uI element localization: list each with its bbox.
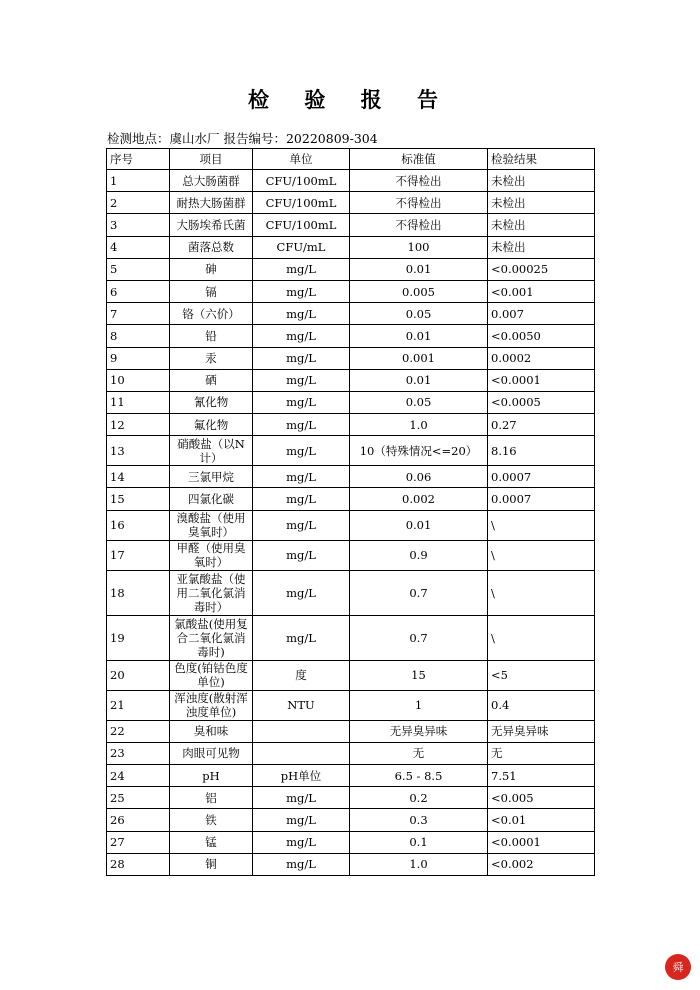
table-row — [107, 414, 595, 436]
cell-standard: 0.001 — [350, 347, 488, 369]
cell-index: 16 — [107, 510, 170, 540]
cell-index: 20 — [107, 660, 170, 690]
cell-unit — [253, 742, 350, 764]
cell-index: 28 — [107, 853, 170, 875]
cell-index: 8 — [107, 325, 170, 347]
cell-item: 氟化物 — [170, 414, 253, 436]
cell-item: 臭和味 — [170, 720, 253, 742]
cell-unit: mg/L — [253, 347, 350, 369]
table-row — [107, 325, 595, 347]
cell-result: 0.0002 — [488, 347, 595, 369]
cell-result: <0.00025 — [488, 258, 595, 280]
cell-standard: 不得检出 — [350, 192, 488, 214]
watermark-logo — [663, 952, 693, 982]
cell-unit: mg/L — [253, 540, 350, 570]
cell-result: <0.002 — [488, 853, 595, 875]
table-row — [107, 488, 595, 510]
cell-result: 8.16 — [488, 436, 595, 466]
cell-index: 2 — [107, 192, 170, 214]
header-item: 项目 — [170, 149, 253, 170]
cell-item: 汞 — [170, 347, 253, 369]
cell-index: 15 — [107, 488, 170, 510]
cell-index: 11 — [107, 391, 170, 413]
header-index: 序号 — [107, 149, 170, 170]
cell-result: 未检出 — [488, 236, 595, 258]
cell-unit: pH单位 — [253, 765, 350, 787]
cell-result: <5 — [488, 660, 595, 690]
cell-unit: mg/L — [253, 325, 350, 347]
cell-result: 无异臭异味 — [488, 720, 595, 742]
cell-index: 9 — [107, 347, 170, 369]
cell-unit: mg/L — [253, 391, 350, 413]
header-result: 检验结果 — [488, 149, 595, 170]
table-row — [107, 831, 595, 853]
cell-unit: mg/L — [253, 615, 350, 660]
cell-item: pH — [170, 765, 253, 787]
cell-result: 0.0007 — [488, 466, 595, 488]
cell-standard: 10（特殊情况<=20） — [350, 436, 488, 466]
table-row — [107, 436, 595, 466]
cell-result: \ — [488, 540, 595, 570]
cell-result: <0.01 — [488, 809, 595, 831]
report-title: 检 验 报 告 — [248, 87, 452, 112]
cell-item: 铝 — [170, 787, 253, 809]
cell-standard: 0.05 — [350, 391, 488, 413]
cell-item: 铬（六价） — [170, 303, 253, 325]
cell-index: 18 — [107, 570, 170, 615]
cell-item: 总大肠菌群 — [170, 170, 253, 192]
cell-unit: mg/L — [253, 787, 350, 809]
table-header-row — [107, 149, 595, 170]
cell-result: <0.0005 — [488, 391, 595, 413]
cell-index: 7 — [107, 303, 170, 325]
cell-standard: 不得检出 — [350, 170, 488, 192]
cell-index: 3 — [107, 214, 170, 236]
table-row — [107, 540, 595, 570]
cell-item: 甲醛（使用臭氧时） — [170, 540, 253, 570]
cell-standard: 0.1 — [350, 831, 488, 853]
cell-index: 23 — [107, 742, 170, 764]
cell-item: 锰 — [170, 831, 253, 853]
cell-unit: CFU/100mL — [253, 214, 350, 236]
cell-unit: mg/L — [253, 809, 350, 831]
cell-item: 氰化物 — [170, 391, 253, 413]
cell-result: <0.0001 — [488, 369, 595, 391]
cell-standard: 0.7 — [350, 570, 488, 615]
cell-index: 4 — [107, 236, 170, 258]
cell-result: <0.005 — [488, 787, 595, 809]
cell-index: 24 — [107, 765, 170, 787]
table-row — [107, 787, 595, 809]
cell-unit: CFU/100mL — [253, 170, 350, 192]
cell-unit: CFU/mL — [253, 236, 350, 258]
cell-index: 26 — [107, 809, 170, 831]
cell-index: 13 — [107, 436, 170, 466]
table-row — [107, 570, 595, 615]
cell-result: <0.0050 — [488, 325, 595, 347]
cell-item: 色度(铂钴色度单位) — [170, 660, 253, 690]
svg-text:舜: 舜 — [672, 961, 684, 974]
table-row — [107, 660, 595, 690]
table-row — [107, 720, 595, 742]
cell-unit: mg/L — [253, 853, 350, 875]
cell-index: 5 — [107, 258, 170, 280]
cell-result: 0.27 — [488, 414, 595, 436]
cell-result: 无 — [488, 742, 595, 764]
cell-standard: 1.0 — [350, 414, 488, 436]
cell-standard: 0.01 — [350, 258, 488, 280]
cell-unit: mg/L — [253, 280, 350, 302]
cell-item: 肉眼可见物 — [170, 742, 253, 764]
table-row — [107, 809, 595, 831]
cell-item: 砷 — [170, 258, 253, 280]
table-row — [107, 347, 595, 369]
cell-index: 22 — [107, 720, 170, 742]
cell-result: 0.4 — [488, 690, 595, 720]
cell-item: 耐热大肠菌群 — [170, 192, 253, 214]
cell-standard: 15 — [350, 660, 488, 690]
cell-index: 12 — [107, 414, 170, 436]
table-row — [107, 303, 595, 325]
cell-result: 未检出 — [488, 170, 595, 192]
cell-unit: mg/L — [253, 436, 350, 466]
cell-unit: mg/L — [253, 258, 350, 280]
table-row — [107, 258, 595, 280]
cell-result: \ — [488, 615, 595, 660]
cell-result: 未检出 — [488, 192, 595, 214]
table-row — [107, 466, 595, 488]
cell-unit: NTU — [253, 690, 350, 720]
cell-standard: 无异臭异味 — [350, 720, 488, 742]
cell-item: 氯酸盐(使用复合二氧化氯消毒时) — [170, 615, 253, 660]
cell-index: 14 — [107, 466, 170, 488]
table-row — [107, 236, 595, 258]
cell-standard: 1.0 — [350, 853, 488, 875]
cell-item: 三氯甲烷 — [170, 466, 253, 488]
report-table — [106, 148, 595, 876]
cell-standard: 100 — [350, 236, 488, 258]
cell-index: 17 — [107, 540, 170, 570]
cell-result: <0.001 — [488, 280, 595, 302]
cell-standard: 0.9 — [350, 540, 488, 570]
cell-unit: mg/L — [253, 303, 350, 325]
cell-unit: mg/L — [253, 466, 350, 488]
cell-item: 四氯化碳 — [170, 488, 253, 510]
cell-standard: 无 — [350, 742, 488, 764]
cell-index: 21 — [107, 690, 170, 720]
cell-standard: 不得检出 — [350, 214, 488, 236]
table-row — [107, 742, 595, 764]
cell-standard: 0.005 — [350, 280, 488, 302]
cell-standard: 0.01 — [350, 325, 488, 347]
cell-unit: mg/L — [253, 510, 350, 540]
cell-standard: 0.7 — [350, 615, 488, 660]
table-row — [107, 510, 595, 540]
cell-standard: 6.5 - 8.5 — [350, 765, 488, 787]
table-row — [107, 615, 595, 660]
table-row — [107, 369, 595, 391]
cell-item: 铅 — [170, 325, 253, 347]
table-row — [107, 391, 595, 413]
cell-standard: 1 — [350, 690, 488, 720]
cell-result: \ — [488, 510, 595, 540]
cell-unit: mg/L — [253, 369, 350, 391]
cell-item: 菌落总数 — [170, 236, 253, 258]
cell-unit: mg/L — [253, 570, 350, 615]
cell-item: 溴酸盐（使用臭氧时） — [170, 510, 253, 540]
cell-unit: CFU/100mL — [253, 192, 350, 214]
report-meta: 检测地点：虞山水厂 报告编号：20220809-304 — [107, 131, 378, 146]
cell-index: 10 — [107, 369, 170, 391]
table-row — [107, 690, 595, 720]
table-row — [107, 853, 595, 875]
cell-standard: 0.01 — [350, 510, 488, 540]
cell-index: 27 — [107, 831, 170, 853]
cell-unit: mg/L — [253, 414, 350, 436]
cell-standard: 0.2 — [350, 787, 488, 809]
table-row — [107, 192, 595, 214]
cell-item: 硒 — [170, 369, 253, 391]
cell-index: 25 — [107, 787, 170, 809]
cell-standard: 0.06 — [350, 466, 488, 488]
cell-result: \ — [488, 570, 595, 615]
table-row — [107, 214, 595, 236]
cell-item: 镉 — [170, 280, 253, 302]
cell-result: 0.0007 — [488, 488, 595, 510]
cell-item: 大肠埃希氏菌 — [170, 214, 253, 236]
cell-index: 1 — [107, 170, 170, 192]
header-unit: 单位 — [253, 149, 350, 170]
cell-item: 亚氯酸盐（使用二氧化氯消毒时） — [170, 570, 253, 615]
cell-result: <0.0001 — [488, 831, 595, 853]
cell-result: 0.007 — [488, 303, 595, 325]
table-row — [107, 280, 595, 302]
cell-result: 7.51 — [488, 765, 595, 787]
cell-item: 浑浊度(散射浑浊度单位) — [170, 690, 253, 720]
cell-standard: 0.002 — [350, 488, 488, 510]
cell-standard: 0.3 — [350, 809, 488, 831]
cell-unit — [253, 720, 350, 742]
cell-item: 铁 — [170, 809, 253, 831]
cell-result: 未检出 — [488, 214, 595, 236]
cell-unit: mg/L — [253, 831, 350, 853]
cell-standard: 0.01 — [350, 369, 488, 391]
header-standard: 标准值 — [350, 149, 488, 170]
table-row — [107, 170, 595, 192]
cell-item: 硝酸盐（以N计） — [170, 436, 253, 466]
cell-index: 19 — [107, 615, 170, 660]
cell-standard: 0.05 — [350, 303, 488, 325]
cell-unit: 度 — [253, 660, 350, 690]
table-row — [107, 765, 595, 787]
cell-index: 6 — [107, 280, 170, 302]
cell-item: 铜 — [170, 853, 253, 875]
cell-unit: mg/L — [253, 488, 350, 510]
